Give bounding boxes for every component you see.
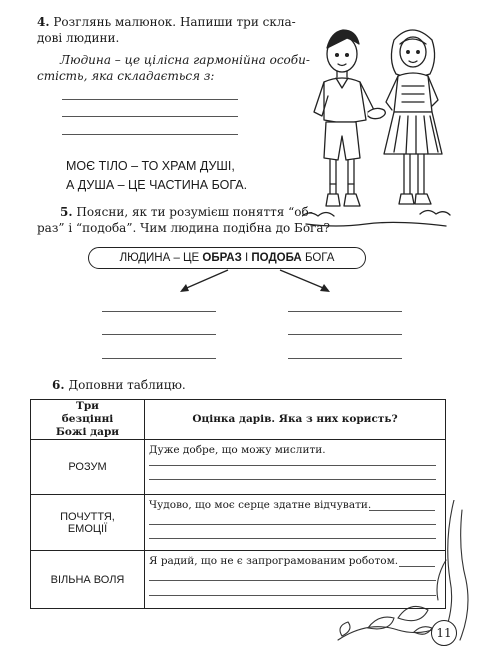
answer-line[interactable] <box>149 595 436 596</box>
gift-evaluation-text: Я радий, що не є запрограмованим роботом. <box>149 555 399 567</box>
boy-and-girl-holding-hands-icon <box>302 10 452 235</box>
answer-line[interactable] <box>149 580 436 581</box>
task5-line1: Поясни, як ти розумієш поняття “об- <box>76 205 313 219</box>
phrase-part3: І <box>241 252 252 264</box>
answer-line[interactable] <box>149 524 436 525</box>
phrase-likeness-word: ПОДОБА <box>251 252 302 264</box>
gift-evaluation-text: Дуже добре, що можу мислити. <box>149 444 326 456</box>
task5-instruction <box>60 204 313 220</box>
answer-line[interactable] <box>369 510 435 511</box>
gift-evaluation-cell[interactable] <box>145 440 446 495</box>
task5-number: 5. <box>60 205 73 219</box>
gift-evaluation-cell[interactable] <box>145 551 446 609</box>
task6-number: 6. <box>52 378 65 392</box>
answer-line-3[interactable] <box>62 134 238 135</box>
answer-line[interactable] <box>399 566 435 567</box>
answer-line[interactable] <box>149 465 436 466</box>
gifts-table <box>30 399 446 609</box>
image-answer-line-1[interactable] <box>102 311 216 312</box>
arrow-left-icon <box>182 270 228 290</box>
task4-line1: Розглянь малюнок. Напиши три скла- <box>53 15 296 29</box>
phrase-part5: БОГА <box>301 252 335 264</box>
task4-line2: дові людини. <box>37 31 120 45</box>
image-likeness-phrase <box>88 247 366 269</box>
image-answer-line-3[interactable] <box>102 358 216 359</box>
phrase-part1: ЛЮДИНА – ЦЕ <box>119 252 203 264</box>
answer-line-2[interactable] <box>62 116 238 117</box>
gift-evaluation-cell[interactable] <box>145 495 446 551</box>
definition-line2: стість, яка складається з: <box>37 69 215 83</box>
task4-number: 4. <box>37 15 50 29</box>
table-row <box>31 495 446 551</box>
table-row <box>31 440 446 495</box>
task5-line2: раз” і “подоба”. Чим людина подібна до Бога? <box>37 221 330 235</box>
likeness-answer-line-3[interactable] <box>288 358 402 359</box>
phrase-image-word: ОБРАЗ <box>202 252 242 264</box>
header-gifts: Три безцінні Божі дари <box>31 400 145 440</box>
quote-line1: МОЄ ТІЛО – ТО ХРАМ ДУШІ, <box>66 159 235 173</box>
table-row <box>31 551 446 609</box>
task4-instruction <box>37 14 296 30</box>
definition-line1: Людина – це цілісна гармонійна особи- <box>60 53 310 67</box>
gift-name: ВІЛЬНА ВОЛЯ <box>31 551 145 609</box>
answer-line-1[interactable] <box>62 99 238 100</box>
likeness-answer-line-2[interactable] <box>288 334 402 335</box>
page-number: 11 <box>431 620 457 646</box>
gift-evaluation-text: Чудово, що моє серце здатне відчувати. <box>149 499 372 511</box>
gift-name: ПОЧУТТЯ, ЕМОЦІЇ <box>31 495 145 551</box>
header-evaluation: Оцінка дарів. Яка з них користь? <box>145 400 446 440</box>
answer-line[interactable] <box>149 479 436 480</box>
quote-line2: А ДУША – ЦЕ ЧАСТИНА БОГА. <box>66 178 248 192</box>
answer-line[interactable] <box>149 538 436 539</box>
likeness-answer-line-1[interactable] <box>288 311 402 312</box>
table-header-row <box>31 400 446 440</box>
task6-text: Доповни таблицю. <box>68 378 186 392</box>
task6-instruction <box>52 377 186 393</box>
phrase-arrows <box>170 268 340 296</box>
gift-name: РОЗУМ <box>31 440 145 495</box>
image-answer-line-2[interactable] <box>102 334 216 335</box>
arrow-right-icon <box>280 270 328 290</box>
